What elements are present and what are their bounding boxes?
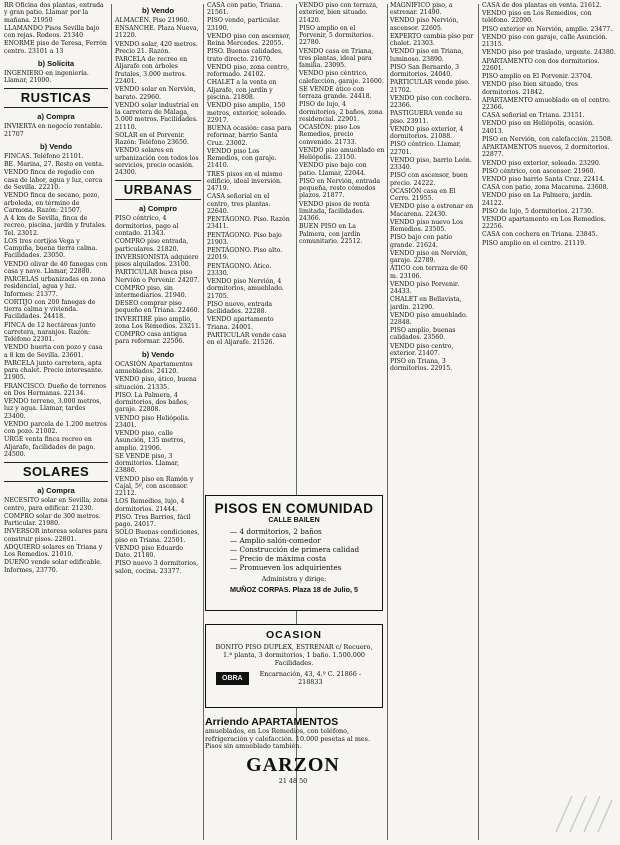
classified-ad: VENDO piso Nervión, 4 dormitorios, amueblado. 21705.	[207, 278, 284, 300]
classified-ad: APARTAMENTO amueblado en el centro. 22366.	[482, 96, 611, 111]
section-rusticas-title: RUSTICAS	[4, 88, 108, 108]
classified-ad: PISO exterior en Nervión, amplio. 23477.	[482, 25, 613, 33]
classified-ad: VENDO piso a estrenar en Macarena. 22430.	[390, 203, 474, 218]
classified-ad: FINCAS. Teléfono 21101.	[4, 153, 84, 161]
column-divider	[203, 4, 204, 840]
subsection-vendo-header: b) Vendo	[141, 6, 175, 15]
classified-ad: INVERTIRÉ piso amplio, zona Los Remedios. 23211.	[115, 315, 201, 330]
agency-logo: OBRA	[216, 672, 249, 685]
classified-ad: PISO. La Palmera, 4 dormitorios, dos baños, garaje. 22808.	[115, 391, 189, 414]
column-divider	[296, 4, 297, 840]
classified-ad: PISO con ascensor, buen precio. 24222.	[390, 172, 468, 187]
ocasion-ad	[205, 624, 383, 708]
classified-ad: DESEO comprar piso pequeño en Triana. 22460.	[115, 300, 200, 315]
ad-footer: MUÑOZ CORPAS. Plaza 18 de Julio, 5	[229, 585, 359, 594]
classified-ad: PISO bajo con patio grande. 21624.	[390, 234, 453, 249]
classified-ad: VENDO piso Porvenir. 24433.	[390, 280, 460, 296]
urbanas-compro-list	[115, 215, 201, 345]
arriendo-ad	[205, 716, 381, 785]
classified-ad: INVERSOR interesa solares para construir pisos. 22801.	[4, 528, 108, 543]
classified-ad: VENDO piso por traslado, urgente. 24380.	[482, 49, 616, 57]
classified-ad: PARTICULAR busca piso Nervión o Porvenir. 24207.	[115, 269, 200, 284]
ad-body: amueblados, en Los Remedios, con teléfono, refrigeración y calefacción. 10.000 pesetas al mes. Pisos sin amueblado también.	[205, 727, 370, 751]
classified-ad: PISO amplio en El Porvenir. 23704.	[482, 73, 593, 81]
classified-ad: PISO nuevo 3 dormitorios, salón, cocina. 23377.	[115, 560, 199, 575]
classified-ad: VENDO piso en La Palmera, jardín. 24122.	[482, 192, 593, 207]
ad-title: OCASION	[265, 629, 322, 641]
classified-ad: VENDO piso céntrico, calefacción, garaje. 21600.	[299, 70, 384, 85]
subsection-compra-header: a) Compra	[37, 112, 75, 122]
rusticas-vendo-list	[4, 153, 108, 458]
classified-ad: EXPERTO cambia piso por chalet. 21303.	[390, 32, 474, 48]
classified-ad: PISO de lujo, 4 dormitorios, 2 baños, zona residencial. 22901.	[299, 101, 383, 123]
classified-ad: PISO. Tres Barrios, fácil pago. 24017.	[115, 513, 191, 529]
column-divider	[387, 4, 388, 840]
classified-ad: PISO nuevo, entrada facilidades. 22288.	[207, 300, 273, 316]
classified-ad: NECESITO solar en Sevilla, zona centro, para edificar. 21230.	[4, 497, 108, 512]
classified-ad: APARTAMENTOS nuevos, 2 dormitorios. 22877.	[482, 144, 610, 159]
classified-ad: VENDO piso, calle Asunción, 135 metros, amplio. 21906.	[115, 429, 186, 452]
classified-ad: VENDO piso con terraza, exterior, bien situado. 21420.	[299, 2, 379, 24]
classified-ad: RR Oficina dos plantas, entrada y gran patio. Llamar por la mañana. 21950	[4, 2, 104, 24]
classified-ad: VENDO piso Eduardo Dato. 21180.	[115, 544, 184, 560]
classified-ad: VENDO piso en Nervión, garaje. 22789.	[390, 249, 469, 265]
classified-ad: VENDO piso Heliópolis. 23401.	[115, 414, 190, 429]
classified-ad: VENDO piso exterior, 4 dormitorios. 21088.	[390, 125, 464, 141]
classified-ad: SOLAR en el Porvenir. Razón: Teléfono 23650.	[115, 131, 189, 147]
classified-ad: PISO. Buenas calidades, trato directo. 21670.	[207, 48, 284, 63]
classified-ad: VENDO piso, zona centro, reformado. 24102.	[207, 63, 290, 79]
ad-street: CALLE BAILEN	[268, 517, 320, 524]
classified-ad: SE VENDE piso, 3 dormitorios. Llamar, 23880.	[115, 452, 180, 475]
classified-ad: ADQUIERO solares en Triana y Los Remedios. 21010.	[4, 543, 103, 559]
classified-ad: ENSANCHE. Plaza Nueva, 21220.	[115, 25, 199, 40]
classified-ad: ENORME piso de Teresa, Ferrón centro. 23101 a 13	[4, 40, 107, 55]
classified-ad: VENDO casa en Triana, tres plantas, ideal para familia. 23095.	[299, 47, 374, 70]
classified-ad: LOS tres cortijos Vega y Campiña, buena tierra calma. Facilidades. 23050.	[4, 237, 98, 260]
feature-item: — Promueven los adquirientes	[230, 563, 382, 572]
ad-list	[299, 2, 385, 245]
classified-ad: TRES pisos en el mismo edificio, ideal inversión. 24719.	[207, 170, 283, 193]
urbanas-vendo-list	[115, 361, 201, 575]
classified-ad: PARCELA de recreo en Aljarafe con árboles frutales, 3.000 metros. 22401.	[115, 56, 188, 86]
classified-ad: LOS Remedios, lujo, 4 dormitorios. 21444.	[115, 498, 185, 513]
classified-ad: PASTIGUERA vende su piso. 23911.	[390, 110, 463, 125]
column-divider	[478, 4, 479, 840]
ad-body: BONITO PISO DUPLEX, ESTRENAR c/ Recuero, 1.ª planta, 3 dormitorios, 1 baño. 1.500.000 Facilidades.	[215, 643, 373, 667]
solares-list	[4, 497, 108, 574]
top-list	[4, 2, 108, 55]
classified-ad: VENDO solar industrial en la carretera de Málaga, 5.000 metros. Facilidades. 21110.	[115, 101, 199, 131]
classified-ad: OCASIÓN casa en El Cerro. 21955.	[390, 187, 456, 203]
ad-list	[207, 2, 293, 346]
feature-item: — Precio de máxima costa	[230, 554, 382, 563]
classified-ad: PARTICULAR vende casa en el Aljarafe. 21526.	[207, 331, 287, 347]
column-2	[115, 2, 201, 840]
column-divider	[111, 4, 112, 840]
subsection-vendo-header: b) Vendo	[141, 349, 175, 359]
classified-ad: PARCELA junto carretera, apta para chalet. Precio interesante. 21905.	[4, 359, 104, 382]
feature-list	[230, 527, 382, 572]
classified-ad: CASA de dos plantas en venta. 21612.	[482, 2, 602, 9]
classified-ad: VENDO solar, 420 metros. Precio 21. Razón.	[115, 40, 198, 55]
column-5	[390, 2, 476, 840]
classified-ad: ALMACÉN. Piso 21960.	[115, 17, 190, 24]
ad-title: Arriendo APARTAMENTOS	[205, 716, 339, 728]
ad-list	[482, 2, 616, 247]
classified-ad: PENTÁGONO. Piso bajo 21903.	[207, 231, 282, 246]
classified-ad: PISO en Triana, 3 dormitorios. 22915.	[390, 358, 453, 373]
classified-ad: CASA con patio, zona Macarena. 23608.	[482, 184, 609, 192]
column-6	[482, 2, 616, 782]
classified-ad: VENDO piso centro, exterior. 21407.	[390, 342, 454, 357]
classified-ad: VENDO piso en Los Remedios, con teléfono. 22090.	[482, 10, 592, 25]
classified-ad: ÁTICO con terraza de 60 m. 23106.	[390, 265, 468, 280]
classified-ad: PISO en Nervión, entrada pequeña, resto cómodos plazos. 21877.	[299, 177, 381, 200]
classified-ad: PISO amplio en el Porvenir, 5 dormitorios. 22780.	[299, 24, 374, 47]
classified-ad: COMPRO casa antigua para reformar. 22506.	[115, 331, 187, 346]
ad-footer-row	[216, 671, 372, 686]
classified-ad: VENDO finca de regadío con casa de labor, agua y luz, cerca de Sevilla. 22210.	[4, 169, 103, 192]
classified-ad: FRANCISCO. Dueño de terrenos en Dos Hermanas. 22134.	[4, 382, 107, 397]
classified-ad: BE. Marina, 27. Resto en venta.	[4, 161, 104, 169]
classified-ad: VENDO piso nuevo Los Remedios. 23505.	[390, 218, 464, 234]
classified-ad: CASA con patio, Triana. 21561.	[207, 2, 283, 17]
classified-ad: VENDO piso, barrio León. 23340.	[390, 156, 472, 172]
classified-ad: VENDO piso amplio, 150 metros, exterior, soleado. 22917.	[207, 102, 287, 124]
classified-ad: VENDO piso exterior, soleado. 23290.	[482, 159, 601, 167]
ad-list	[390, 2, 476, 373]
classified-ad: PARCELAS urbanizadas en zona residencial, agua y luz. Informes: 21377.	[4, 276, 106, 298]
section-urbanas-title: URBANAS	[115, 180, 201, 200]
classified-ad: INVERSIONISTA adquiere pisos alquilados. 23100.	[115, 253, 199, 269]
subsection-compra-header: a) Compra	[37, 486, 75, 496]
classified-ad: VENDO piso bien situado, tres dormitorios. 21842.	[482, 81, 578, 96]
ad-text: INVIERTA en negocio rentable. 21707	[4, 123, 103, 138]
pisos-comunidad-ad	[205, 495, 383, 611]
classified-ad: CASA señorial en el centro, tres plantas. 22640.	[207, 193, 271, 215]
classified-ad: PISO céntrico. Llamar, 22701.	[390, 141, 462, 156]
classified-ad: PISO de lujo, 5 dormitorios. 21730.	[482, 207, 594, 215]
classified-ad: PENTÁGONO. Ático. 23330.	[207, 262, 272, 277]
classified-ad: VENDO terreno, 3.000 metros, luz y agua. Llamar, tardes 23400.	[4, 398, 102, 420]
column-3	[207, 2, 293, 490]
classified-ad: PISO céntrico, 4 dormitorios, pago al contado. 21343.	[115, 215, 179, 238]
classified-ad: PISO céntrico, con ascensor. 21960.	[482, 167, 596, 175]
classified-ad: VENDO pisos de renta limitada, facilidades. 24366.	[299, 200, 370, 223]
classified-ad: A 4 km de Sevilla, finca de recreo, piscina, jardín y frutales. Tel. 23012.	[4, 214, 107, 237]
classified-ad: FINCA de 12 hectáreas junto carretera, naranjos. Razón: Teléfono 22301.	[4, 321, 96, 344]
classified-ad: VENDO piso en Ramón y Cajal, 5º, con ascensor. 22112.	[115, 475, 194, 498]
section-solares-title: SOLARES	[4, 462, 108, 482]
classified-ad: VENDO piso con garaje, calle Asunción. 21315.	[482, 33, 608, 49]
subsection-vendo-header: b) Vendo	[39, 142, 73, 152]
classified-ad: COMPRO solar de 300 metros. Particular. 21980.	[4, 512, 101, 528]
classified-ad: CHALET a la venta en Aljarafe, con jardín y piscina. 21808.	[207, 79, 277, 102]
classified-ad: OCASIÓN: piso Los Remedios, precio convenido. 21733.	[299, 124, 361, 146]
archive-stamp-icon	[550, 788, 616, 838]
column-4	[299, 2, 385, 490]
classified-ad: URGE venta finca recreo en Aljarafe, facilidades de pago. 24500.	[4, 436, 96, 458]
subsection-compro-header: a) Compro	[139, 204, 177, 214]
classified-ad: VENDO parcela de 1.200 metros con pozo. 21002.	[4, 420, 107, 436]
classified-ad: PISO San Bernardo, 3 dormitorios. 24040.	[390, 63, 460, 79]
ad-address: Encarnación, 43, 4.º C. 21866 - 218833	[259, 670, 361, 686]
classified-ad: PISO en Nervión, con calefacción. 21508.	[482, 135, 613, 143]
classified-ad: CASA con cochera en Triana. 23845.	[482, 231, 598, 239]
brand-name: GARZON	[246, 753, 340, 776]
classified-ad: PISO amplio en el centro. 21119.	[482, 239, 587, 247]
section-solicita-header: b) Solicita	[37, 58, 75, 68]
classified-ad: VENDO piso en Heliópolis, ocasión. 24013.	[482, 120, 595, 135]
classified-ad: CHALET en Bellavista, jardín. 21290.	[390, 296, 462, 311]
classified-ad: PARTICULAR vende piso. 21702.	[390, 79, 470, 94]
classified-ad: VENDO piso Nervión, ascensor. 22605.	[390, 17, 459, 32]
classified-ad: VENDO piso con ascensor, Reina Mercedes. 22055.	[207, 32, 291, 48]
classified-ad: VENDO piso Los Remedios, con garaje. 21410.	[207, 147, 277, 170]
classified-ad: VENDO piso amueblado. 22848.	[390, 311, 468, 326]
classified-ad: DUEÑO vende solar edificable. Informes, 23770.	[4, 559, 102, 574]
classified-ad: VENDO apartamento en Los Remedios. 22256.	[482, 215, 606, 231]
classified-ad: BUENA ocasión: casa para reformar, barrio Santa Cruz. 23002.	[207, 124, 292, 147]
classified-ad: COMPRO piso, sin intermediarios. 21940.	[115, 284, 187, 299]
classified-ad: PISO amplio, buenas calidades. 23560.	[390, 327, 456, 342]
ad-phone: 21 48 50	[278, 776, 308, 785]
classified-ad: VENDO solar en Nervión, barato. 22960.	[115, 86, 196, 101]
classified-ad: SE VENDE ático con terraza grande. 24418.	[299, 85, 372, 101]
classified-ad: PENTÁGONO. Piso. Razón 23411.	[207, 216, 290, 231]
classified-ad: LLAMANDO Pisos Sevilla bajo con rejas. Rodeos. 21340	[4, 24, 100, 40]
feature-item: — Amplio salón-comedor	[230, 536, 382, 545]
classified-ad: COMPRO piso entrada, particulares. 21820.	[115, 238, 189, 253]
classified-ad: VENDO piso, ático, buena situación. 21335.	[115, 376, 197, 391]
vendo-list	[115, 17, 201, 176]
classified-ad: VENDO huerta con pozo y casa a 8 km de Sevilla. 23601.	[4, 344, 103, 359]
feature-item: — Construcción de primera calidad	[230, 545, 382, 554]
classified-ad: PISO vendo, particular. 23190.	[207, 17, 281, 32]
classified-ad: VENDO olivar de 40 fanegas con casa y nave. Llamar, 22880.	[4, 260, 108, 275]
classified-ad: SOLO Buenas condiciones, piso en Triana. 22501.	[115, 529, 200, 544]
ad-text: INGENIERO en ingeniería. Llamar, 21000.	[4, 69, 89, 85]
classified-ad: PENTÁGONO. Piso alto. 22019.	[207, 247, 283, 262]
classified-ad: BUEN PISO en La Palmera, con jardín comunitario. 22512.	[299, 223, 363, 245]
classified-ad: APARTAMENTO con dos dormitorios. 22601.	[482, 57, 600, 72]
classified-ad: CORTIJO con 200 fanegas de tierra calma y vivienda. Facilidades. 24418.	[4, 298, 96, 321]
classified-ad: VENDO piso bajo con patio. Llamar, 22044.	[299, 162, 367, 177]
ad-title: PISOS EN COMUNIDAD	[214, 501, 374, 516]
classified-ad: VENDO piso barrio Santa Cruz. 22414.	[482, 175, 606, 183]
classified-ad: VENDO solares en urbanización con todos los servicios, precio ocasión. 24300.	[115, 147, 199, 177]
classified-ad: VENDO finca de secano, pozo, arboleda, en término de Carmona. Razón: 21507.	[4, 192, 100, 214]
classified-ad: MAGNÍFICO piso, a estrenar. 21490.	[390, 2, 453, 17]
classified-ad: VENDO piso en Triana, luminoso. 23890.	[390, 48, 464, 63]
feature-item: — 4 dormitorios, 2 baños	[230, 527, 382, 536]
classified-ad: CASA señorial en Triana. 23151.	[482, 112, 585, 120]
classified-ad: VENDO apartamento Triana. 24001.	[207, 316, 274, 331]
classified-ad: OCASIÓN Apartamentos amueblados. 24120.	[115, 360, 193, 376]
column-1	[4, 2, 108, 840]
classified-ad: VENDO piso amueblado en Heliópolis. 23150.	[299, 146, 385, 162]
classified-ad: VENDO piso con cochera. 22366.	[390, 94, 472, 110]
ad-contact: Administra y dirige:	[261, 575, 327, 583]
